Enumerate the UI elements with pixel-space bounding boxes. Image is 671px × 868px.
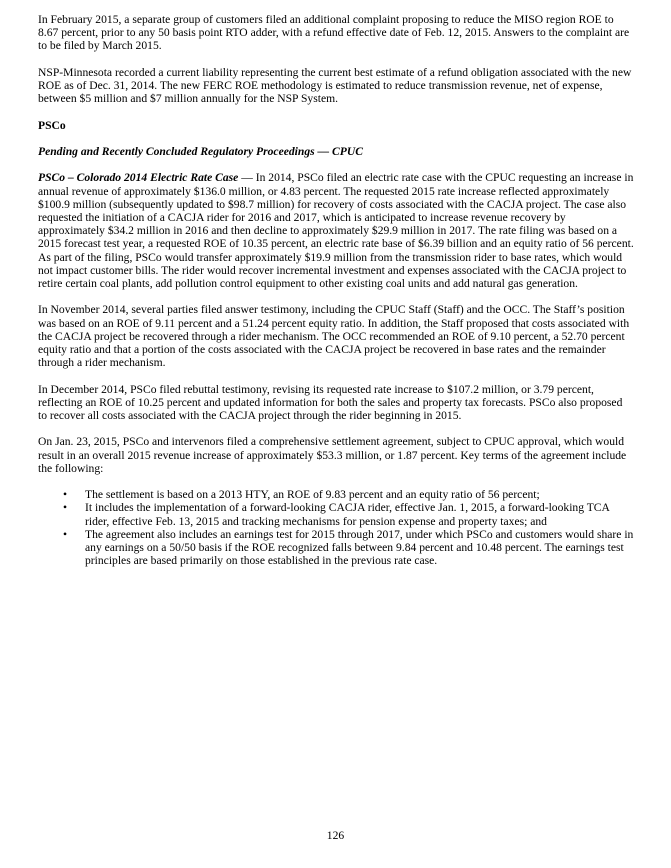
heading-regulatory-proceedings: Pending and Recently Concluded Regulatory Proceedings — CPUC [38,144,363,158]
paragraph-miso-complaint: In February 2015, a separate group of customers filed an additional complaint proposing to reduce the MISO region ROE to 8.67 percent, prior to any 50 basis point RTO adder, with a refund effective date of Feb. 12, 2015. Answers to the complaint are to be filed by March 2015. [38,13,630,53]
list-item [38,488,634,501]
paragraph-rate-case [38,171,634,290]
bullet-text-earnings-test: The agreement also includes an earnings test for 2015 through 2017, under which PSCo and customers would share in any earnings on a 50/50 basis if the ROE recognized falls between 9.84 percent and 10.48 percent. The earnings test principles are based primarily on those established in the previous rate case. [85,527,634,568]
bullet-icon: • [63,488,68,502]
document-body [38,13,634,581]
rate-case-text: — In 2014, PSCo filed an electric rate case with the CPUC requesting an increase in annual revenue of approximately $136.0 million, or 4.83 percent. The requested 2015 rate increase reflected approximately $100.9 million (subsequently updated to $98.7 million) for recovery of costs associated with the CACJA project. The case also requested the initiation of a CACJA rider for 2016 and 2017, which is anticipated to increase revenue recovery by approximately $34.2 million in 2016 and then decline to approximately $29.9 million in 2017. The rate filing was based on a 2015 forecast test year, a requested ROE of 10.35 percent, an electric rate base of $6.39 billion and an equity ratio of 56 percent. As part of the filing, PSCo would transfer approximately $19.9 million from the transmission rider to base rates, which would not impact customer bills. The rider would recover incremental investment and expenses associated with the CACJA project to retire certain coal plants, add pollution control equipment to other existing coal units and add natural gas generation. [38,171,634,290]
page-number: 126 [326,829,345,842]
paragraph-nsp-liability: NSP-Minnesota recorded a current liability representing the current best estimate of a refund obligation associated with the new ROE as of Dec. 31, 2014. The new FERC ROE methodology is estimated to reduce transmission revenue, net of expense, between $5 million and $7 million annually for the NSP System. [38,65,632,106]
bullet-text-riders: It includes the implementation of a forward-looking CACJA rider, effective Jan. 1, 2015, a forward-looking TCA rider, effective Feb. 13, 2015 and tracking mechanisms for pension expense and property taxes; and [85,501,610,528]
bullet-icon: • [63,527,68,541]
bullet-text-settlement-basis: The settlement is based on a 2013 HTY, an ROE of 9.83 percent and an equity ratio of 56 percent; [85,488,540,502]
paragraph-rebuttal-testimony: In December 2014, PSCo filed rebuttal testimony, revising its requested rate increase to $107.2 million, or 3.79 percent, reflecting an ROE of 10.25 percent and updated information for both the sales and property tax forecasts. PSCo also proposed to recover all costs associated with the CACJA project through the rider beginning in 2015. [38,382,623,422]
rate-case-title: PSCo – Colorado 2014 Electric Rate Case [38,171,239,185]
settlement-terms-list [38,488,634,567]
bullet-icon: • [63,501,68,515]
heading-psco: PSCo [38,118,66,132]
paragraph-settlement-agreement: On Jan. 23, 2015, PSCo and intervenors filed a comprehensive settlement agreement, subject to CPUC approval, which would result in an overall 2015 revenue increase of approximately $53.3 million, or 1.87 percent. Key terms of the agreement include the following: [38,435,627,475]
list-item [38,528,634,568]
paragraph-answer-testimony: In November 2014, several parties filed answer testimony, including the CPUC Staff (Staff) and the OCC. The Staff’s position was based on an ROE of 9.11 percent and a 51.24 percent equity ratio. In addition, the Staff proposed that costs associated with the CACJA project be recovered through a rider mechanism. The OCC recommended an ROE of 9.10 percent, a 52.70 percent equity ratio and that a portion of the costs associated with the CACJA project be recovered in base rates and the remainder through a rider mechanism. [38,303,630,370]
list-item [38,501,634,527]
